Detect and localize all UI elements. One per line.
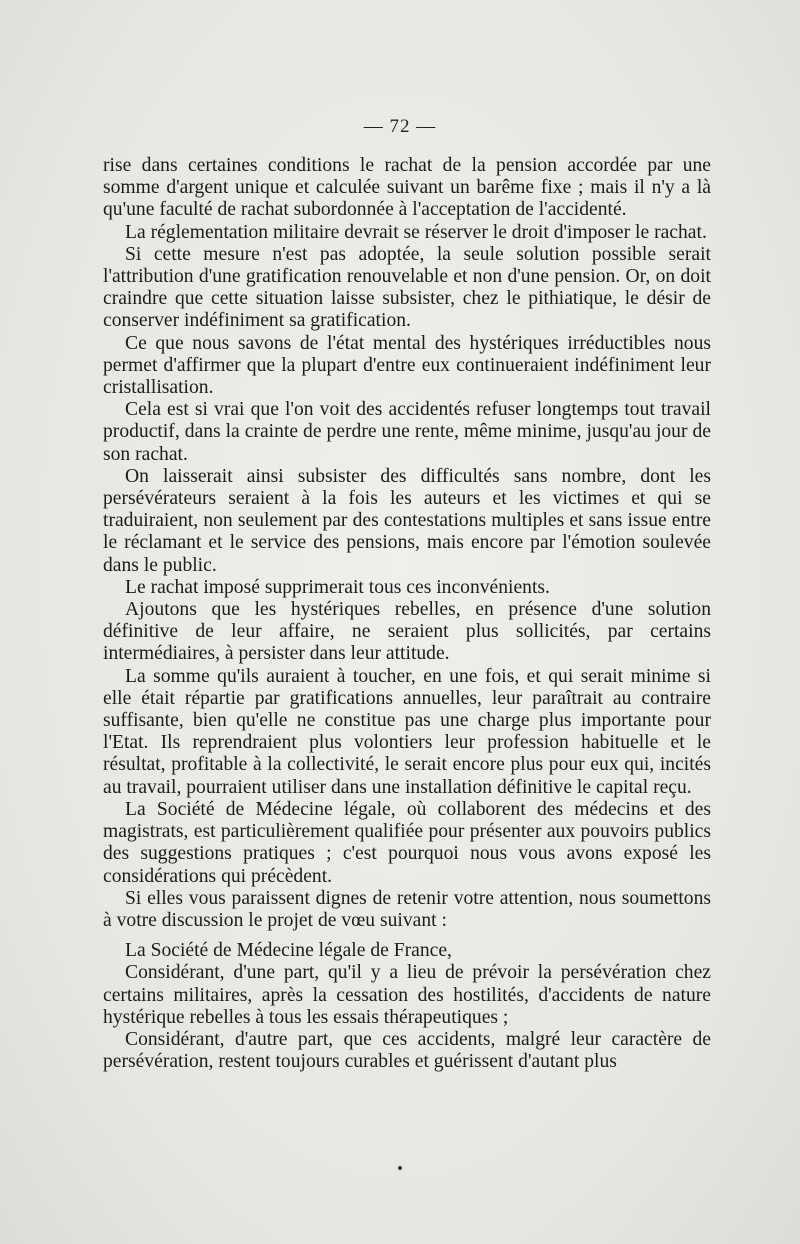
body-text [103,155,711,1073]
paragraph: Ce que nous savons de l'état mental des hystériques irréductibles nous permet d'affirmer que la plupart d'entre eux continueraient indéfiniment leur cristallisation. [103,332,711,399]
paragraph: La Société de Médecine légale, où collaborent des médecins et des magistrats, est particulièrement qualifiée pour présenter aux pouvoirs publics des suggestions pratiques ; c'est pourquoi nous vous avons exposé les considérations qui précèdent. [103,798,711,887]
paragraph: La Société de Médecine légale de France, [125,940,452,962]
paragraph: Si cette mesure n'est pas adoptée, la seule solution possible serait l'attribution d'une gratification renouvelable et non d'une pension. Or, on doit craindre que cette situation laisse subsister, chez le pithiatique, le désir de conserver indéfiniment sa gratification. [103,243,711,332]
paragraph: Le rachat imposé supprimerait tous ces inconvénients. [125,576,550,598]
paragraph: Considérant, d'une part, qu'il y a lieu de prévoir la persévération chez certains militaires, après la cessation des hostilités, d'accidents de nature hystérique rebelles à tous les essais thérapeutiques ; [103,962,711,1028]
paragraph: Si elles vous paraissent dignes de retenir votre attention, nous soumettons à votre discussion le projet de vœu suivant : [103,887,711,931]
paragraph: On laisserait ainsi subsister des difficultés sans nombre, dont les persévérateurs seraient à la fois les auteurs et les victimes et qui se traduiraient, non seulement par des contestations multiples et sans issue entre le réclamant et le service des pensions, mais encore par l'émotion soulevée dans le public. [103,465,711,576]
paragraph: Ajoutons que les hystériques rebelles, en présence d'une solution définitive de leur affaire, ne seraient plus sollicités, par certains intermédiaires, à persister dans leur attitude. [103,599,711,665]
paragraph: La somme qu'ils auraient à toucher, en une fois, et qui serait minime si elle était répartie par gratifications annuelles, leur paraîtrait au contraire suffisante, bien qu'elle ne constitue pas une charge plus importante pour l'Etat. Ils reprendraient plus volontiers leur profession habituelle et le résultat, profitable à la collectivité, le serait encore plus pour eux qui, incités au travail, pourraient utiliser dans une installation définitive le capital reçu. [103,665,711,798]
paragraph: rise dans certaines conditions le rachat de la pension accordée par une somme d'argent unique et calculée suivant un barême fixe ; mais il n'y a là qu'une faculté de rachat subordonnée à l'acceptation de l'accidenté. [103,155,711,221]
paragraph: Cela est si vrai que l'on voit des accidentés refuser longtemps tout travail productif, dans la crainte de perdre une rente, même minime, jusqu'au jour de son rachat. [103,399,711,465]
ink-speck [398,1166,402,1170]
paragraph: La réglementation militaire devrait se réserver le droit d'imposer le rachat. [125,221,707,243]
page-number: — 72 — [363,116,437,137]
paragraph: Considérant, d'autre part, que ces accidents, malgré leur caractère de persévération, restent toujours curables et guérissent d'autant plus [103,1028,711,1073]
